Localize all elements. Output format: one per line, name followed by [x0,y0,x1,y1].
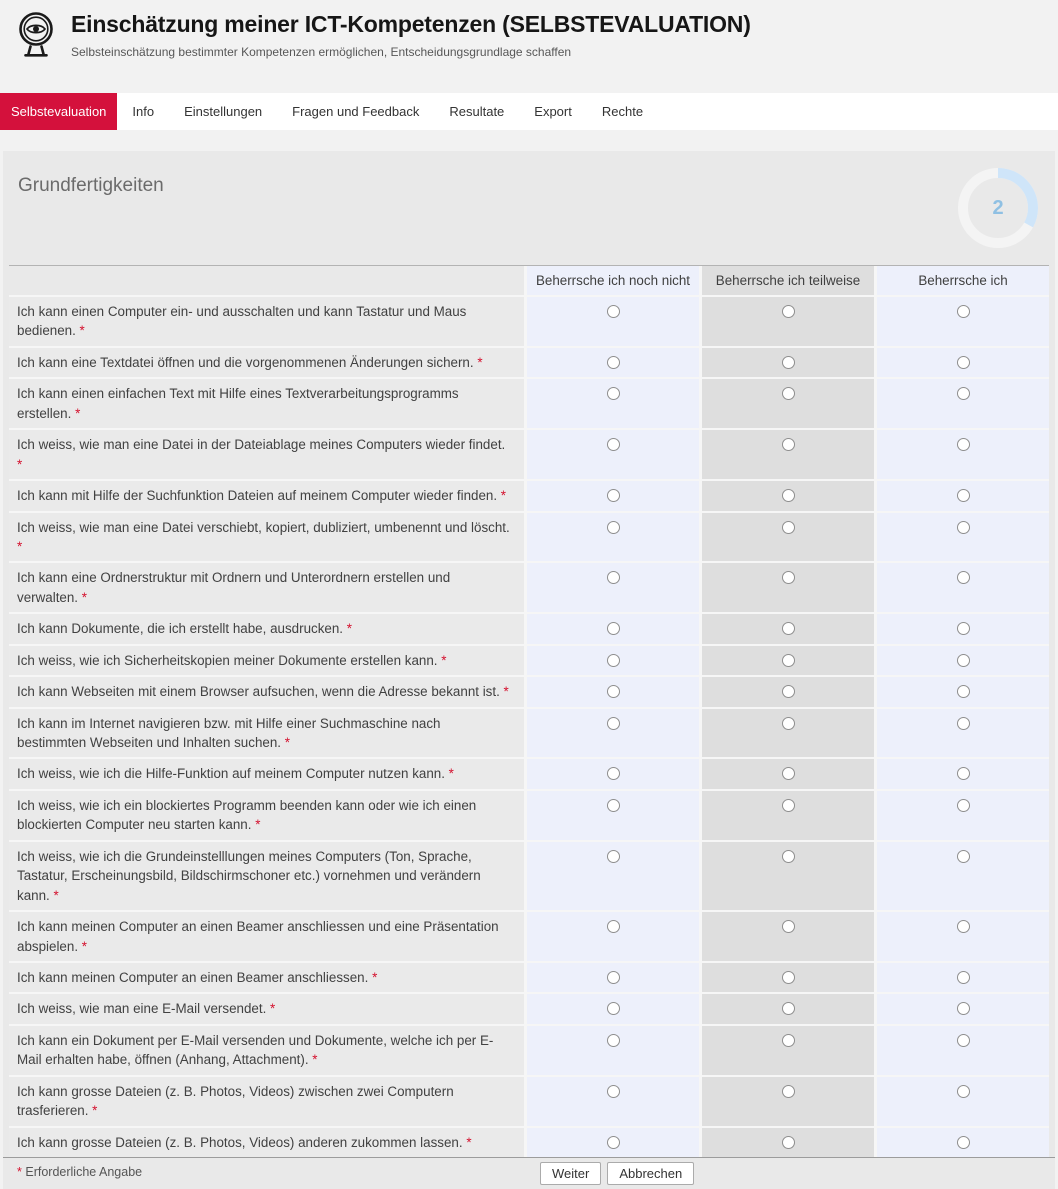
radio-teilweise[interactable] [782,685,795,698]
weiter-button[interactable]: Weiter [540,1162,601,1185]
radio-teilweise[interactable] [782,438,795,451]
answer-cell-beherrsche [877,963,1049,992]
tab-export[interactable]: Export [534,104,572,119]
radio-noch-nicht[interactable] [607,717,620,730]
radio-beherrsche[interactable] [957,654,970,667]
required-note [17,1165,142,1179]
answer-cell-teilweise [702,791,874,840]
radio-beherrsche[interactable] [957,920,970,933]
progress-step-number: 2 [992,196,1004,219]
table-row [9,1026,1049,1075]
radio-noch-nicht[interactable] [607,850,620,863]
radio-teilweise[interactable] [782,654,795,667]
answer-cell-beherrsche [877,379,1049,428]
answer-cell-noch-nicht [527,348,699,377]
table-row [9,646,1049,675]
answer-cell-teilweise [702,513,874,562]
question-text: Ich kann grosse Dateien (z. B. Photos, Videos) anderen zukommen lassen. * [9,1128,524,1157]
question-text: Ich kann ein Dokument per E-Mail versenden und Dokumente, welche ich per E-Mail erhalten habe, öffnen (Anhang, Attachment). * [9,1026,524,1075]
column-header-teilweise: Beherrsche ich teilweise [702,266,874,295]
question-text: Ich weiss, wie ich die Grundeinstelllungen meines Computers (Ton, Sprache, Tastatur, Erscheinungsbild, Bildschirmschoner etc.) vornehmen und verändern kann. * [9,842,524,910]
answer-cell-teilweise [702,481,874,510]
answer-cell-beherrsche [877,1026,1049,1075]
table-row [9,430,1049,479]
required-asterisk: * [17,1165,22,1179]
radio-beherrsche[interactable] [957,717,970,730]
answer-cell-noch-nicht [527,994,699,1023]
tab-selbstevaluation[interactable]: Selbstevaluation [0,93,117,130]
table-header-row [9,266,1049,295]
question-text: Ich weiss, wie ich ein blockiertes Programm beenden kann oder wie ich einen blockierten Computer neu starten kann. * [9,791,524,840]
mirror-with-eye-icon [13,10,60,62]
answer-cell-noch-nicht [527,297,699,346]
radio-beherrsche[interactable] [957,571,970,584]
radio-noch-nicht[interactable] [607,571,620,584]
answer-cell-beherrsche [877,842,1049,910]
question-text: Ich kann meinen Computer an einen Beamer anschliessen. * [9,963,524,992]
required-asterisk: * [503,684,509,700]
question-text: Ich weiss, wie man eine Datei verschiebt, kopiert, dubliziert, umbenennt und löscht. * [9,513,524,562]
answer-cell-noch-nicht [527,379,699,428]
section-header [3,151,1055,265]
radio-noch-nicht[interactable] [607,685,620,698]
required-asterisk: * [17,456,23,472]
tab-info[interactable]: Info [132,104,155,119]
question-text: Ich kann einen Computer ein- und ausschalten und kann Tastatur und Maus bedienen. * [9,297,524,346]
column-header-beherrsche: Beherrsche ich [877,266,1049,295]
answer-cell-noch-nicht [527,481,699,510]
question-text: Ich weiss, wie ich die Hilfe-Funktion auf meinem Computer nutzen kann. * [9,759,524,788]
radio-teilweise[interactable] [782,767,795,780]
answer-cell-beherrsche [877,513,1049,562]
answer-cell-noch-nicht [527,1077,699,1126]
required-asterisk: * [346,621,352,637]
radio-beherrsche[interactable] [957,438,970,451]
radio-beherrsche[interactable] [957,971,970,984]
answer-cell-beherrsche [877,563,1049,612]
answer-cell-teilweise [702,1077,874,1126]
answer-cell-noch-nicht [527,677,699,706]
answer-cell-teilweise [702,348,874,377]
required-asterisk: * [75,405,81,421]
required-asterisk: * [284,735,290,750]
answer-cell-beherrsche [877,614,1049,643]
answer-cell-teilweise [702,1128,874,1157]
question-text: Ich weiss, wie man eine Datei in der Dateiablage meines Computers wieder findet. * [9,430,524,479]
table-row [9,481,1049,510]
answer-cell-beherrsche [877,677,1049,706]
radio-noch-nicht[interactable] [607,622,620,635]
answer-cell-noch-nicht [527,963,699,992]
required-asterisk: * [255,817,261,833]
required-asterisk: * [92,1103,98,1119]
required-asterisk: * [500,488,507,504]
radio-noch-nicht[interactable] [607,920,620,933]
answer-cell-beherrsche [877,430,1049,479]
answer-cell-beherrsche [877,1128,1049,1157]
answer-cell-noch-nicht [527,563,699,612]
answer-cell-teilweise [702,297,874,346]
radio-teilweise[interactable] [782,1002,795,1015]
radio-teilweise[interactable] [782,1136,795,1149]
answer-cell-beherrsche [877,646,1049,675]
required-asterisk: * [79,323,85,339]
abbrechen-button[interactable]: Abbrechen [607,1162,694,1185]
answer-cell-beherrsche [877,709,1049,758]
radio-noch-nicht[interactable] [607,387,620,400]
answer-cell-teilweise [702,430,874,479]
question-text: Ich kann Dokumente, die ich erstellt habe, ausdrucken. * [9,614,524,643]
answer-cell-noch-nicht [527,513,699,562]
table-row [9,513,1049,562]
question-text: Ich weiss, wie ich Sicherheitskopien meiner Dokumente erstellen kann. * [9,646,524,675]
question-text: Ich kann im Internet navigieren bzw. mit Hilfe einer Suchmaschine nach bestimmten Webseiten und Inhalten suchen. * [9,709,524,758]
tab-einstellungen[interactable]: Einstellungen [184,104,263,119]
question-text: Ich kann eine Textdatei öffnen und die vorgenommenen Änderungen sichern. * [9,348,524,377]
answer-cell-teilweise [702,912,874,961]
answer-cell-beherrsche [877,297,1049,346]
answer-cell-noch-nicht [527,430,699,479]
radio-noch-nicht[interactable] [607,1136,620,1149]
answer-cell-noch-nicht [527,709,699,758]
radio-noch-nicht[interactable] [607,305,620,318]
radio-noch-nicht[interactable] [607,1085,620,1098]
answer-cell-noch-nicht [527,759,699,788]
radio-teilweise[interactable] [782,622,795,635]
required-asterisk: * [17,538,23,554]
required-asterisk: * [466,1134,472,1150]
answer-cell-teilweise [702,677,874,706]
progress-ring [958,168,1038,248]
question-text: Ich kann Webseiten mit einem Browser aufsuchen, wenn die Adresse bekannt ist. * [9,677,524,706]
radio-beherrsche[interactable] [957,685,970,698]
table-row [9,709,1049,758]
radio-beherrsche[interactable] [957,850,970,863]
required-asterisk: * [53,887,59,903]
radio-beherrsche[interactable] [957,521,970,534]
radio-teilweise[interactable] [782,799,795,812]
answer-cell-beherrsche [877,348,1049,377]
required-asterisk: * [372,969,378,985]
answer-cell-teilweise [702,842,874,910]
radio-teilweise[interactable] [782,521,795,534]
radio-teilweise[interactable] [782,489,795,502]
radio-teilweise[interactable] [782,571,795,584]
answer-cell-noch-nicht [527,646,699,675]
answer-cell-beherrsche [877,994,1049,1023]
question-table [9,265,1049,1157]
main-nav [0,93,1058,130]
radio-beherrsche[interactable] [957,489,970,502]
radio-teilweise[interactable] [782,850,795,863]
tab-resultate[interactable]: Resultate [449,104,505,119]
answer-cell-beherrsche [877,912,1049,961]
answer-cell-teilweise [702,646,874,675]
radio-noch-nicht[interactable] [607,438,620,451]
radio-noch-nicht[interactable] [607,356,620,369]
radio-noch-nicht[interactable] [607,971,620,984]
tab-rechte[interactable]: Rechte [601,104,644,119]
table-row [9,1128,1049,1157]
radio-teilweise[interactable] [782,305,795,318]
table-row [9,791,1049,840]
table-row [9,759,1049,788]
radio-beherrsche[interactable] [957,1034,970,1047]
tab-fragen-und-feedback[interactable]: Fragen und Feedback [292,104,420,119]
app-header [0,0,1058,93]
radio-teilweise[interactable] [782,1085,795,1098]
radio-noch-nicht[interactable] [607,767,620,780]
table-row [9,994,1049,1023]
page-subtitle: Selbsteinschätzung bestimmter Kompetenzen ermöglichen, Entscheidungsgrundlage schaffen [71,45,572,59]
required-asterisk: * [81,938,87,954]
radio-noch-nicht[interactable] [607,1002,620,1015]
section-title: Grundfertigkeiten [18,175,164,196]
answer-cell-noch-nicht [527,1128,699,1157]
radio-noch-nicht[interactable] [607,489,620,502]
radio-noch-nicht[interactable] [607,1034,620,1047]
required-asterisk: * [81,589,87,605]
answer-cell-beherrsche [877,791,1049,840]
radio-beherrsche[interactable] [957,799,970,812]
required-asterisk: * [270,1001,276,1017]
page-title: Einschätzung meiner ICT-Kompetenzen (SELBSTEVALUATION) [71,11,751,37]
answer-cell-beherrsche [877,759,1049,788]
table-row [9,1077,1049,1126]
radio-beherrsche[interactable] [957,305,970,318]
answer-cell-noch-nicht [527,1026,699,1075]
question-text: Ich kann eine Ordnerstruktur mit Ordnern und Unterordnern erstellen und verwalten. * [9,563,524,612]
question-text: Ich kann einen einfachen Text mit Hilfe eines Textverarbeitungsprogramms erstellen. * [9,379,524,428]
table-row [9,912,1049,961]
radio-beherrsche[interactable] [957,387,970,400]
footer-buttons [540,1162,694,1185]
table-row [9,963,1049,992]
radio-beherrsche[interactable] [957,1002,970,1015]
radio-beherrsche[interactable] [957,767,970,780]
answer-cell-teilweise [702,1026,874,1075]
radio-teilweise[interactable] [782,1034,795,1047]
radio-teilweise[interactable] [782,717,795,730]
radio-teilweise[interactable] [782,387,795,400]
question-text: Ich kann grosse Dateien (z. B. Photos, Videos) zwischen zwei Computern trasferieren. * [9,1077,524,1126]
main-panel [3,151,1055,1189]
radio-noch-nicht[interactable] [607,654,620,667]
table-row [9,297,1049,346]
table-row [9,563,1049,612]
answer-cell-teilweise [702,994,874,1023]
radio-beherrsche[interactable] [957,356,970,369]
question-text: Ich weiss, wie man eine E-Mail versendet. * [9,994,524,1023]
radio-teilweise[interactable] [782,920,795,933]
radio-beherrsche[interactable] [957,622,970,635]
table-row [9,677,1049,706]
table-footer [3,1157,1055,1188]
answer-cell-beherrsche [877,1077,1049,1126]
radio-teilweise[interactable] [782,971,795,984]
answer-cell-noch-nicht [527,912,699,961]
required-note-text: Erforderliche Angabe [25,1165,143,1179]
table-row [9,614,1049,643]
table-row [9,379,1049,428]
answer-cell-noch-nicht [527,791,699,840]
answer-cell-teilweise [702,759,874,788]
radio-noch-nicht[interactable] [607,799,620,812]
radio-beherrsche[interactable] [957,1136,970,1149]
answer-cell-teilweise [702,614,874,643]
required-asterisk: * [312,1052,318,1068]
required-asterisk: * [441,652,447,668]
question-text: Ich kann mit Hilfe der Suchfunktion Dateien auf meinem Computer wieder finden. * [9,481,524,510]
answer-cell-teilweise [702,963,874,992]
table-row [9,842,1049,910]
column-header-noch-nicht: Beherrsche ich noch nicht [527,266,699,295]
radio-beherrsche[interactable] [957,1085,970,1098]
question-column-header [9,266,524,295]
answer-cell-teilweise [702,379,874,428]
radio-noch-nicht[interactable] [607,521,620,534]
answer-cell-noch-nicht [527,614,699,643]
radio-teilweise[interactable] [782,356,795,369]
answer-cell-noch-nicht [527,842,699,910]
required-asterisk: * [448,766,454,782]
required-asterisk: * [477,354,483,370]
answer-cell-teilweise [702,563,874,612]
table-row [9,348,1049,377]
question-text: Ich kann meinen Computer an einen Beamer anschliessen und eine Präsentation abspielen. * [9,912,524,961]
answer-cell-beherrsche [877,481,1049,510]
answer-cell-teilweise [702,709,874,758]
